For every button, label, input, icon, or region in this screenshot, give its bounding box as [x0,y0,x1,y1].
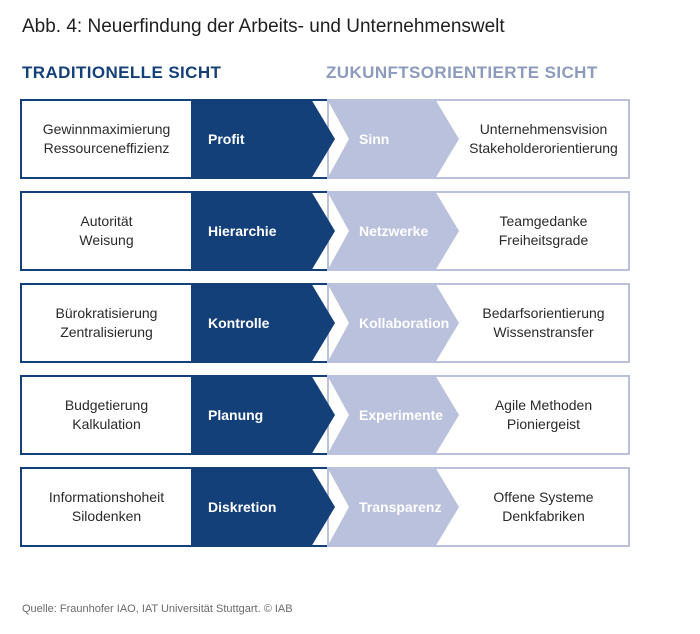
traditional-description [22,99,191,179]
traditional-description-line: Informationshoheit [48,489,165,505]
traditional-description [22,375,191,455]
future-label: Netzwerke [359,223,429,239]
future-description [459,375,628,455]
future-description-line: Denkfabriken [502,508,585,524]
traditional-description-line: Gewinnmaximierung [42,121,171,137]
traditional-description [22,283,191,363]
comparison-row [20,191,630,271]
future-description-line: Bedarfsorientierung [482,305,605,321]
traditional-description [22,467,191,547]
future-description [459,283,628,363]
comparison-row [20,375,630,455]
comparison-row [20,467,630,547]
future-label: Transparenz [359,499,442,515]
future-label: Kollaboration [359,315,450,331]
traditional-description-line: Weisung [79,232,134,248]
traditional-description-line: Budgetierung [64,397,149,413]
future-description-line: Agile Methoden [494,397,593,413]
comparison-row [20,99,630,179]
future-description-line: Freiheitsgrade [498,232,589,248]
future-description [459,99,628,179]
future-description [459,191,628,271]
traditional-description-line: Ressourceneffizienz [43,140,170,156]
source-note: Quelle: Fraunhofer IAO, IAT Universität Stuttgart. © IAB [22,603,293,615]
future-description [459,467,628,547]
traditional-description-line: Kalkulation [72,416,141,432]
future-description-line: Pioniergeist [506,416,581,432]
page-title: Abb. 4: Neuerfindung der Arbeits- und Unternehmenswelt [22,16,505,37]
future-label: Sinn [359,131,390,147]
future-description-line: Wissenstransfer [493,324,594,340]
future-description-line: Unternehmensvision [479,121,608,137]
future-description-line: Stakeholderorientierung [469,140,618,156]
traditional-header: TRADITIONELLE SICHT [22,63,222,82]
traditional-label: Profit [208,131,245,147]
comparison-row [20,283,630,363]
traditional-description-line: Autorität [80,213,133,229]
traditional-label: Hierarchie [208,223,277,239]
future-description-line: Teamgedanke [499,213,588,229]
traditional-description-line: Silodenken [71,508,142,524]
traditional-label: Planung [208,407,264,423]
future-header: ZUKUNFTSORIENTIERTE SICHT [326,63,598,82]
traditional-description-line: Zentralisierung [60,324,153,340]
traditional-description [22,191,191,271]
traditional-label: Kontrolle [208,315,270,331]
traditional-description-line: Bürokratisierung [55,305,158,321]
future-label: Experimente [359,407,444,423]
traditional-label: Diskretion [208,499,277,515]
future-description-line: Offene Systeme [493,489,594,505]
